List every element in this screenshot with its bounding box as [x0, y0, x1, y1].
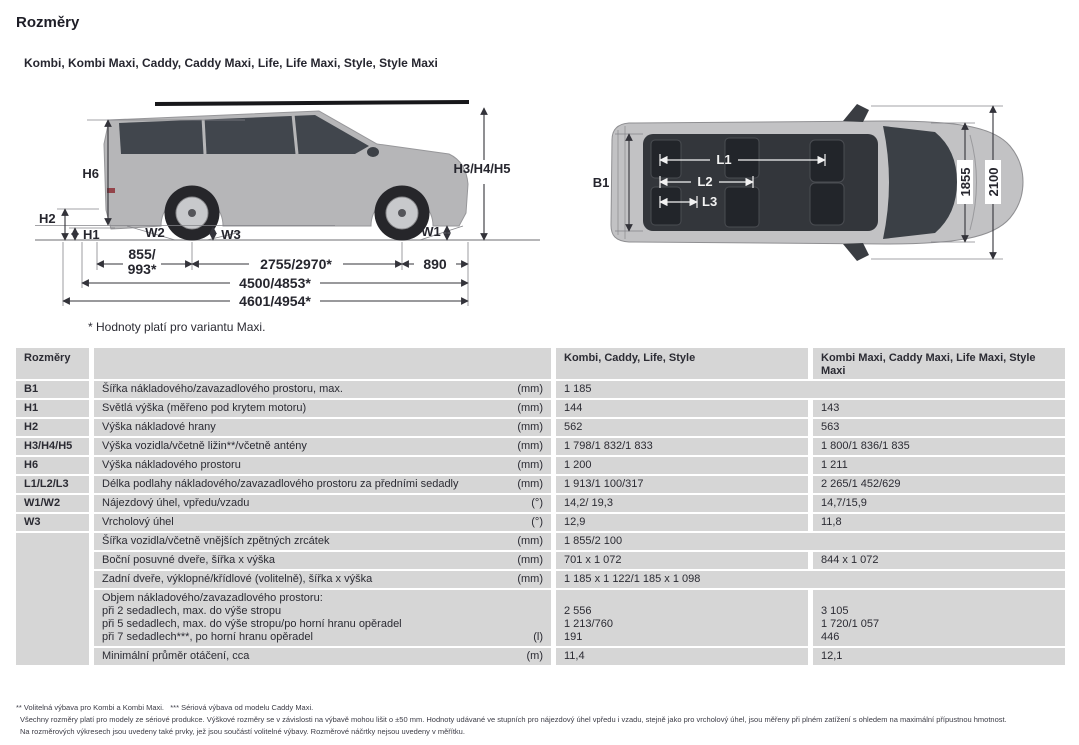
- volume-value: 191: [564, 631, 583, 643]
- row-value-standard: 701 x 1 072: [556, 552, 808, 569]
- dim-label-l1: L1: [716, 152, 732, 167]
- row-value-maxi: 1 800/1 836/1 835: [813, 438, 1065, 455]
- row-label: [94, 419, 551, 436]
- row-label: [94, 571, 551, 588]
- dimensions-table-section-1: [16, 348, 1065, 531]
- dim-label-w2: W2: [145, 225, 165, 240]
- volume-value: 2 556: [564, 605, 592, 617]
- row-value-standard-volume: [556, 590, 808, 646]
- dim-label-h3-h4-h5: H3/H4/H5: [453, 161, 511, 176]
- row-code: B1: [16, 381, 89, 398]
- row-label-text: Výška nákladové hrany: [102, 421, 216, 433]
- row-label-text: Výška vozidla/včetně ližin**/včetně antény: [102, 440, 307, 452]
- row-value-maxi: 563: [813, 419, 1065, 436]
- volume-value: 1 720/1 057: [821, 618, 880, 630]
- row-label: [94, 514, 551, 531]
- page-title: Rozměry: [16, 14, 80, 31]
- row-unit: (°): [531, 516, 543, 528]
- row-value-standard: 11,4: [556, 648, 808, 665]
- row-unit: (mm): [517, 554, 543, 566]
- row-value-standard: 12,9: [556, 514, 808, 531]
- row-value-maxi: 844 x 1 072: [813, 552, 1065, 569]
- footnote-tolerances: Všechny rozměry platí pro modely ze sériové produkce. Výškové rozměry se v závislosti na výbavě mohou lišit o ±50 mm. Hodnoty udávané ve stupních pro nájezdový úhel vpředu i vzadu, stejně jako pro vrcholový úhel, jsou měřeny při plném zatížení s ohledem na maximální přípustnou hmotnost.: [20, 715, 1007, 724]
- row-unit: (mm): [517, 459, 543, 471]
- row-code: H2: [16, 419, 89, 436]
- footnotes: [16, 702, 1071, 738]
- row-unit: (m): [526, 650, 543, 662]
- row-unit: (°): [531, 497, 543, 509]
- spacer: [564, 592, 800, 605]
- row-value-maxi: 143: [813, 400, 1065, 417]
- dim-value-rear-overhang-2: 993*: [127, 261, 157, 277]
- row-value-maxi: 2 265/1 452/629: [813, 476, 1065, 493]
- table-header-models-maxi: Kombi Maxi, Caddy Maxi, Life Maxi, Style Maxi: [813, 348, 1065, 379]
- row-label-text: Boční posuvné dveře, šířka x výška: [102, 554, 276, 566]
- dim-label-w1: W1: [421, 224, 441, 239]
- row-label-text: Nájezdový úhel, vpředu/vzadu: [102, 497, 250, 509]
- volume-line-text: při 7 sedadlech***, po horní hranu opěradel: [102, 631, 313, 643]
- rear-wheel: [165, 186, 220, 241]
- row-value-standard: 1 798/1 832/1 833: [556, 438, 808, 455]
- row-label-text: Šířka nákladového/zavazadlového prostoru, max.: [102, 383, 343, 395]
- row-label: [94, 400, 551, 417]
- volume-value: 1 213/760: [564, 618, 613, 630]
- dim-value-width-total: 2100: [986, 167, 1001, 197]
- side-view-diagram: [35, 92, 540, 320]
- dim-label-h6: H6: [82, 166, 99, 181]
- row-label: [94, 648, 551, 665]
- row-unit: (mm): [517, 402, 543, 414]
- window-pillar: [203, 117, 205, 154]
- row-label-text: Šířka vozidla/včetně vnějších zpětných zrcátek: [102, 535, 330, 547]
- row-code: W3: [16, 514, 89, 531]
- volume-value: 3 105: [821, 605, 849, 617]
- row-label-volume: [94, 590, 551, 646]
- row-unit: (mm): [517, 573, 543, 585]
- row-code: W1/W2: [16, 495, 89, 512]
- maxi-note: * Hodnoty platí pro variantu Maxi.: [88, 320, 266, 334]
- footnote-equipment: ** Volitelná výbava pro Kombi a Kombi Maxi. *** Sériová výbava od modelu Caddy Maxi.: [16, 703, 314, 712]
- row-unit: (l): [533, 631, 543, 643]
- row-label-text: Délka podlahy nákladového/zavazadlového prostoru za předními sedadly: [102, 478, 459, 490]
- row-unit: (mm): [517, 440, 543, 452]
- dim-value-rear-overhang-1: 855/: [128, 246, 156, 262]
- dim-label-h1: H1: [83, 227, 100, 242]
- row-value-shared: 1 185 x 1 122/1 185 x 1 098: [556, 571, 1065, 588]
- dim-label-l3: L3: [702, 194, 718, 209]
- row-value-standard: 562: [556, 419, 808, 436]
- table-header-description: [94, 348, 551, 379]
- row-unit: (mm): [517, 535, 543, 547]
- row-code: H3/H4/H5: [16, 438, 89, 455]
- row-value-maxi: 12,1: [813, 648, 1065, 665]
- dim-value-length-inner: 4500/4853*: [239, 275, 311, 291]
- row-value-maxi: 14,7/15,9: [813, 495, 1065, 512]
- row-label-text: Minimální průměr otáčení, cca: [102, 650, 250, 662]
- row-value-maxi: 11,8: [813, 514, 1065, 531]
- dim-value-width-body: 1855: [958, 167, 973, 197]
- dim-value-wheelbase: 2755/2970*: [260, 256, 332, 272]
- row-label-text: Zadní dveře, výklopné/křídlové (volitelně), šířka x výška: [102, 573, 373, 585]
- row-value-standard: 144: [556, 400, 808, 417]
- row-label: [94, 552, 551, 569]
- roof-rail: [155, 102, 469, 104]
- row-code: H1: [16, 400, 89, 417]
- top-view-diagram: [585, 90, 1045, 275]
- row-label: [94, 457, 551, 474]
- table-header-models-standard: Kombi, Caddy, Life, Style: [556, 348, 808, 379]
- row-unit: (mm): [517, 478, 543, 490]
- row-label: [94, 381, 551, 398]
- table-header-code: Rozměry: [16, 348, 89, 379]
- row-value-shared: 1 855/2 100: [556, 533, 1065, 550]
- row-unit: (mm): [517, 383, 543, 395]
- row-label-text: Světlá výška (měřeno pod krytem motoru): [102, 402, 307, 414]
- row-label: [94, 495, 551, 512]
- dim-label-b1: B1: [592, 175, 610, 190]
- footnote-scale: Na rozměrových výkresech jsou uvedeny také prvky, jež jsou součástí volitelné výbavy. Rozměrové náčrtky nejsou uvedeny v měřítku.: [20, 727, 465, 736]
- mirror-left: [843, 104, 869, 122]
- row-value-maxi-volume: [813, 590, 1065, 646]
- row-label: [94, 533, 551, 550]
- volume-line: Objem nákladového/zavazadlového prostoru:: [102, 592, 323, 604]
- dim-label-l2: L2: [697, 174, 713, 189]
- row-value-standard: 1 200: [556, 457, 808, 474]
- dim-label-w3: W3: [221, 227, 241, 242]
- volume-line: při 2 sedadlech, max. do výše stropu: [102, 605, 282, 617]
- row-value-maxi: 1 211: [813, 457, 1065, 474]
- row-label: [94, 476, 551, 493]
- row-value-standard: 14,2/ 19,3: [556, 495, 808, 512]
- dim-value-front-overhang: 890: [423, 256, 447, 272]
- spacer: [821, 592, 1057, 605]
- dimensions-table-section-2: [16, 533, 1065, 665]
- row-label: [94, 438, 551, 455]
- volume-line: při 5 sedadlech, max. do výše stropu/po horní hranu opěradel: [102, 618, 402, 630]
- row-code: H6: [16, 457, 89, 474]
- row-code: L1/L2/L3: [16, 476, 89, 493]
- row-label-text: Výška nákladového prostoru: [102, 459, 241, 471]
- dim-value-length-total: 4601/4954*: [239, 293, 311, 309]
- model-list-subtitle: Kombi, Kombi Maxi, Caddy, Caddy Maxi, Life, Life Maxi, Style, Style Maxi: [24, 56, 438, 70]
- volume-value: 446: [821, 631, 840, 643]
- dim-label-h2: H2: [39, 211, 56, 226]
- row-value-shared: 1 185: [556, 381, 1065, 398]
- volume-line: [102, 631, 543, 644]
- mirror-right: [843, 243, 869, 261]
- row-unit: (mm): [517, 421, 543, 433]
- side-mirror: [367, 147, 379, 157]
- row-value-standard: 1 913/1 100/317: [556, 476, 808, 493]
- section2-code-spacer: [16, 533, 89, 665]
- row-label-text: Vrcholový úhel: [102, 516, 174, 528]
